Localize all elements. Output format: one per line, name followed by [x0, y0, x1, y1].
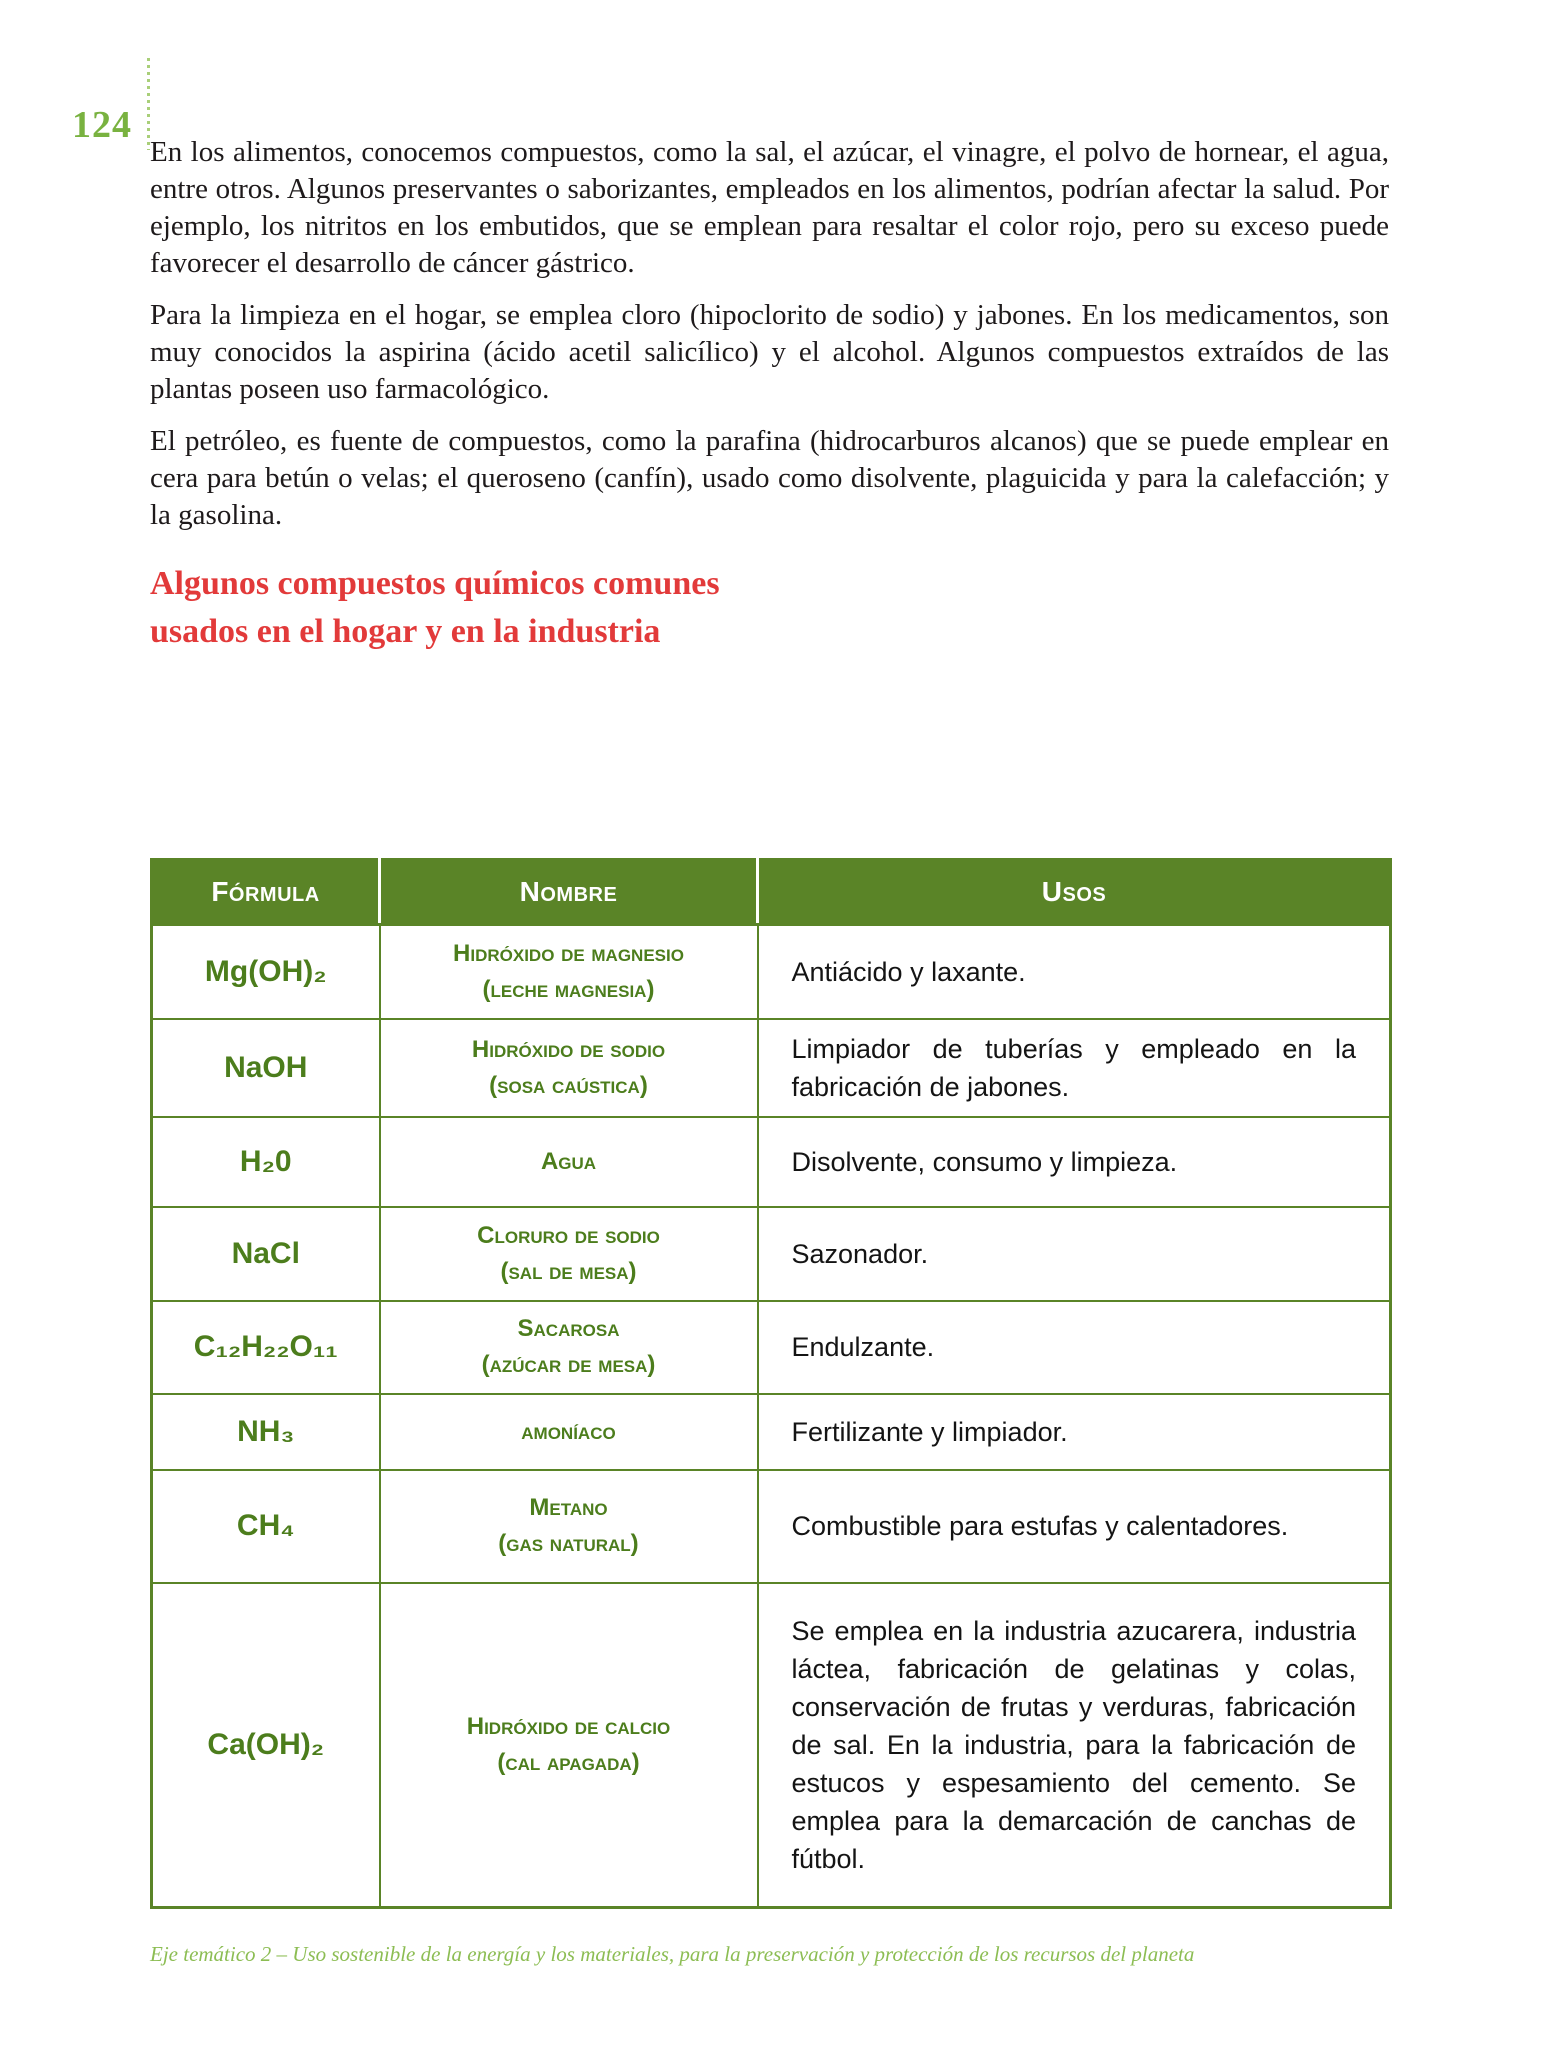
column-header-nombre: Nombre: [380, 860, 758, 925]
formula-cell: C₁₂H₂₂O₁₁: [152, 1301, 380, 1394]
table-header-row: [152, 860, 1391, 925]
table-row: [152, 1470, 1391, 1583]
formula-cell: Mg(OH)₂: [152, 925, 380, 1019]
section-title: [150, 560, 1389, 656]
compounds-table: [150, 858, 1392, 1909]
compound-name: amoníaco: [521, 1417, 616, 1445]
formula-cell: Ca(OH)₂: [152, 1583, 380, 1908]
formula-cell: NaOH: [152, 1019, 380, 1117]
section-title-line-1: Algunos compuestos químicos comunes: [150, 565, 720, 602]
name-cell: [380, 1117, 758, 1207]
name-cell: [380, 925, 758, 1019]
uses-cell: Sazonador.: [758, 1207, 1391, 1301]
compound-alias: (sosa caústica): [489, 1071, 648, 1099]
formula-cell: NaCl: [152, 1207, 380, 1301]
uses-cell: Disolvente, consumo y limpieza.: [758, 1117, 1391, 1207]
compound-alias: (azúcar de mesa): [481, 1351, 656, 1378]
compound-alias: (gas natural): [498, 1530, 639, 1557]
column-header-usos: Usos: [758, 860, 1391, 925]
compound-name: Agua: [540, 1147, 597, 1175]
name-cell: [380, 1394, 758, 1470]
name-cell: [380, 1583, 758, 1908]
formula-cell: H₂0: [152, 1117, 380, 1207]
name-cell: [380, 1470, 758, 1583]
compound-alias: (cal apagada): [497, 1748, 640, 1776]
table-row: [152, 1583, 1391, 1908]
name-cell: [380, 1019, 758, 1117]
formula-cell: NH₃: [152, 1394, 380, 1470]
uses-cell: Combustible para estufas y calentadores.: [758, 1470, 1391, 1583]
column-header-formula: Fórmula: [152, 860, 380, 925]
compound-name: Hidróxido de calcio: [466, 1712, 671, 1740]
formula-cell: CH₄: [152, 1470, 380, 1583]
compound-alias: (sal de mesa): [500, 1257, 637, 1285]
compound-name: Cloruro de sodio: [477, 1221, 660, 1249]
compound-name: Metano: [529, 1494, 608, 1521]
page-number: 124: [72, 104, 132, 146]
main-content: [150, 134, 1389, 656]
compound-alias: (leche magnesia): [482, 975, 655, 1003]
intro-paragraph-2: Para la limpieza en el hogar, se emplea cloro (hipoclorito de sodio) y jabones. En los medicamentos, son muy conocidos la aspirina (ácido acetil salicílico) y el alcohol. Algunos compuestos extraídos de las plantas poseen uso farmacológico.: [150, 299, 1389, 405]
name-cell: [380, 1207, 758, 1301]
table-row: [152, 1394, 1391, 1470]
uses-cell: Endulzante.: [758, 1301, 1391, 1394]
uses-cell: Se emplea en la industria azucarera, industria láctea, fabricación de gelatinas y colas, conservación de frutas y verduras, fabricación de sal. En la industria, para la fabricación de estucos y espesamiento del cemento. Se emplea para la demarcación de canchas de fútbol.: [758, 1583, 1391, 1908]
compound-name: Hidróxido de sodio: [471, 1035, 666, 1063]
compound-name: Hidróxido de magnesio: [453, 939, 684, 967]
table-row: [152, 1301, 1391, 1394]
compound-name: Sacarosa: [517, 1315, 620, 1342]
section-title-line-2: usados en el hogar y en la industria: [150, 613, 661, 650]
name-cell: [380, 1301, 758, 1394]
table-row: [152, 1019, 1391, 1117]
intro-paragraph-1: En los alimentos, conocemos compuestos, como la sal, el azúcar, el vinagre, el polvo de hornear, el agua, entre otros. Algunos preservantes o saborizantes, empleados en los alimentos, podrían afectar la salud. Por ejemplo, los nitritos en los embutidos, que se emplean para resaltar el color rojo, pero su exceso puede favorecer el desarrollo de cáncer gástrico.: [150, 136, 1389, 279]
table-row: [152, 925, 1391, 1019]
intro-paragraph-3: El petróleo, es fuente de compuestos, como la parafina (hidrocarburos alcanos) que se puede emplear en cera para betún o velas; el queroseno (canfín), usado como disolvente, plaguicida y para la calefacción; y la gasolina.: [150, 425, 1389, 531]
table-row: [152, 1207, 1391, 1301]
uses-cell: Fertilizante y limpiador.: [758, 1394, 1391, 1470]
table-row: [152, 1117, 1391, 1207]
uses-cell: Limpiador de tuberías y empleado en la fabricación de jabones.: [758, 1019, 1391, 1117]
footer-note: Eje temático 2 – Uso sostenible de la energía y los materiales, para la preservación y protección de los recursos del planeta: [150, 1942, 1195, 1966]
uses-cell: Antiácido y laxante.: [758, 925, 1391, 1019]
